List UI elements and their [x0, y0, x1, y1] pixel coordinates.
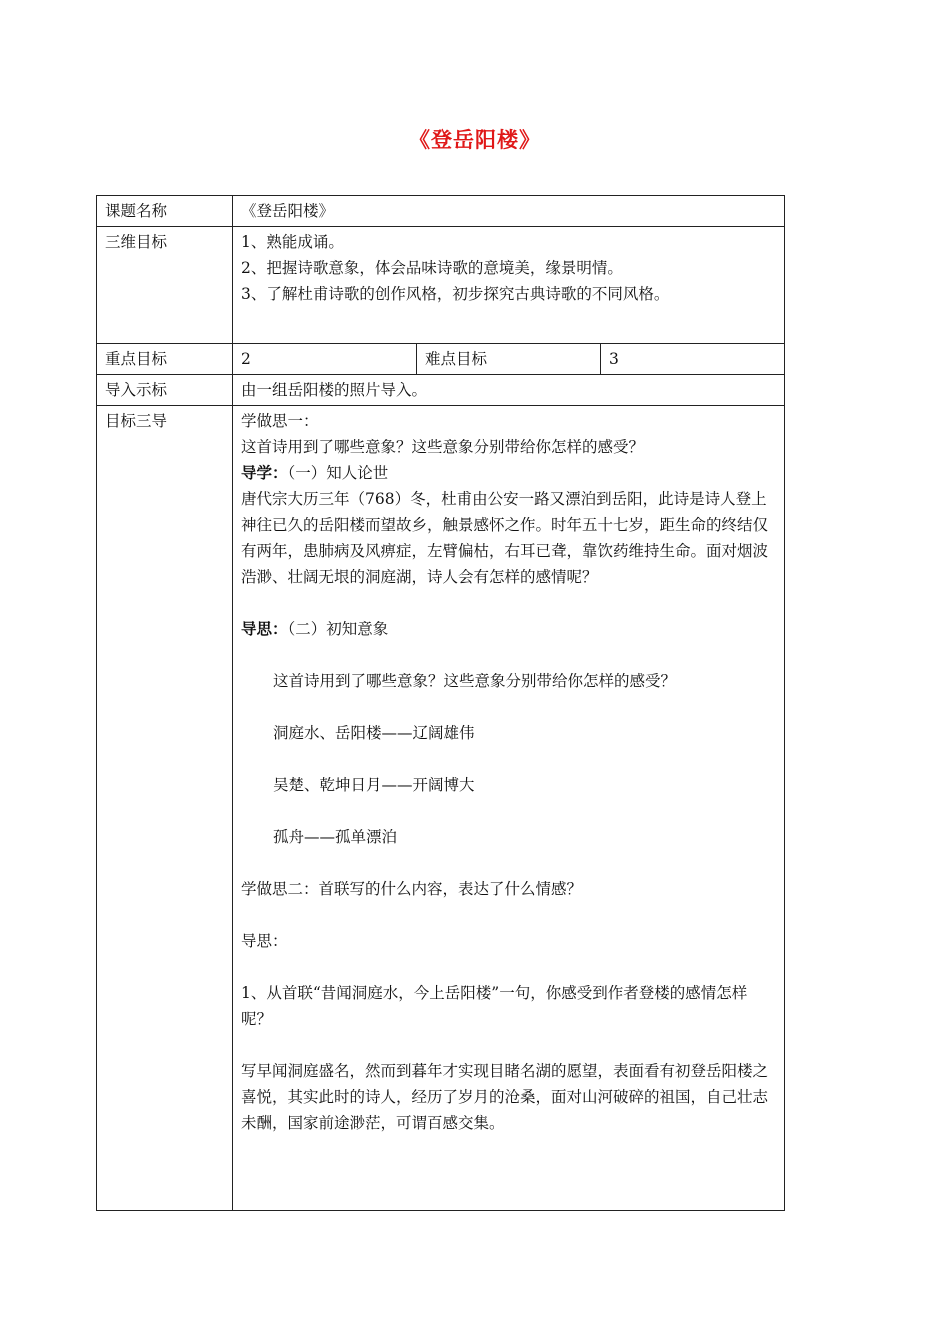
daoxue-text: （一）知人论世 — [287, 464, 389, 482]
intro-value: 由一组岳阳楼的照片导入。 — [233, 375, 785, 406]
guide-label: 目标三导 — [97, 406, 233, 1211]
image-item: 孤舟——孤单漂泊 — [273, 828, 398, 846]
question-repeat: 这首诗用到了哪些意象？这些意象分别带给你怎样的感受？ — [273, 672, 677, 690]
row-guide — [97, 406, 785, 1211]
lesson-plan-table — [96, 195, 785, 1211]
topic-label: 课题名称 — [97, 196, 233, 227]
key-label: 重点目标 — [97, 344, 233, 375]
daoxue-label: 导学： — [241, 463, 288, 482]
goals-list — [233, 227, 785, 344]
daoxue-line — [241, 460, 776, 486]
daosi-line — [241, 616, 776, 642]
difficult-label: 难点目标 — [417, 344, 601, 375]
background-paragraph: 唐代宗大历三年（768）冬，杜甫由公安一路又漂泊到岳阳，此诗是诗人登上神往已久的岳阳楼而望故乡，触景感怀之作。时年五十七岁，距生命的终结仅有两年，患肺病及风痹症，左臂偏枯，右耳已聋，靠饮药维持生命。面对烟波浩渺、壮阔无垠的洞庭湖，诗人会有怎样的感情呢？ — [241, 490, 769, 586]
guide-content — [233, 406, 785, 1211]
row-intro — [97, 375, 785, 406]
goals-label: 三维目标 — [97, 227, 233, 344]
difficult-value: 3 — [601, 344, 785, 375]
daosi-text: （二）初知意象 — [287, 620, 389, 638]
daosi2-label: 导思： — [241, 932, 288, 950]
goal-item: 1、熟能成诵。 — [241, 233, 344, 251]
point1-text: 1、从首联“昔闻洞庭水，今上岳阳楼”一句，你感受到作者登楼的感情怎样呢？ — [241, 984, 748, 1028]
image-item: 洞庭水、岳阳楼——辽阔雄伟 — [273, 724, 475, 742]
image-item: 吴楚、乾坤日月——开阔博大 — [273, 776, 475, 794]
goal-item: 2、把握诗歌意象，体会品味诗歌的意境美，缘景明情。 — [241, 259, 623, 277]
row-key-goal — [97, 344, 785, 375]
answer1-text: 写早闻洞庭盛名，然而到暮年才实现目睹名湖的愿望，表面看有初登岳阳楼之喜悦，其实此时的诗人，经历了岁月的沧桑，面对山河破碎的祖国，自己壮志未酬，国家前途渺茫，可谓百感交集。 — [241, 1062, 769, 1132]
q1-text: 这首诗用到了哪些意象？这些意象分别带给你怎样的感受？ — [241, 438, 645, 456]
q2-text: 学做思二：首联写的什么内容，表达了什么情感？ — [241, 880, 583, 898]
daosi-label: 导思： — [241, 619, 288, 638]
topic-value: 《登岳阳楼》 — [233, 196, 785, 227]
page-title: 《登岳阳楼》 — [409, 128, 541, 152]
q1-title: 学做思一： — [241, 412, 319, 430]
goal-item: 3、了解杜甫诗歌的创作风格，初步探究古典诗歌的不同风格。 — [241, 285, 670, 303]
intro-label: 导入示标 — [97, 375, 233, 406]
key-value: 2 — [233, 344, 417, 375]
row-topic — [97, 196, 785, 227]
row-goals — [97, 227, 785, 344]
